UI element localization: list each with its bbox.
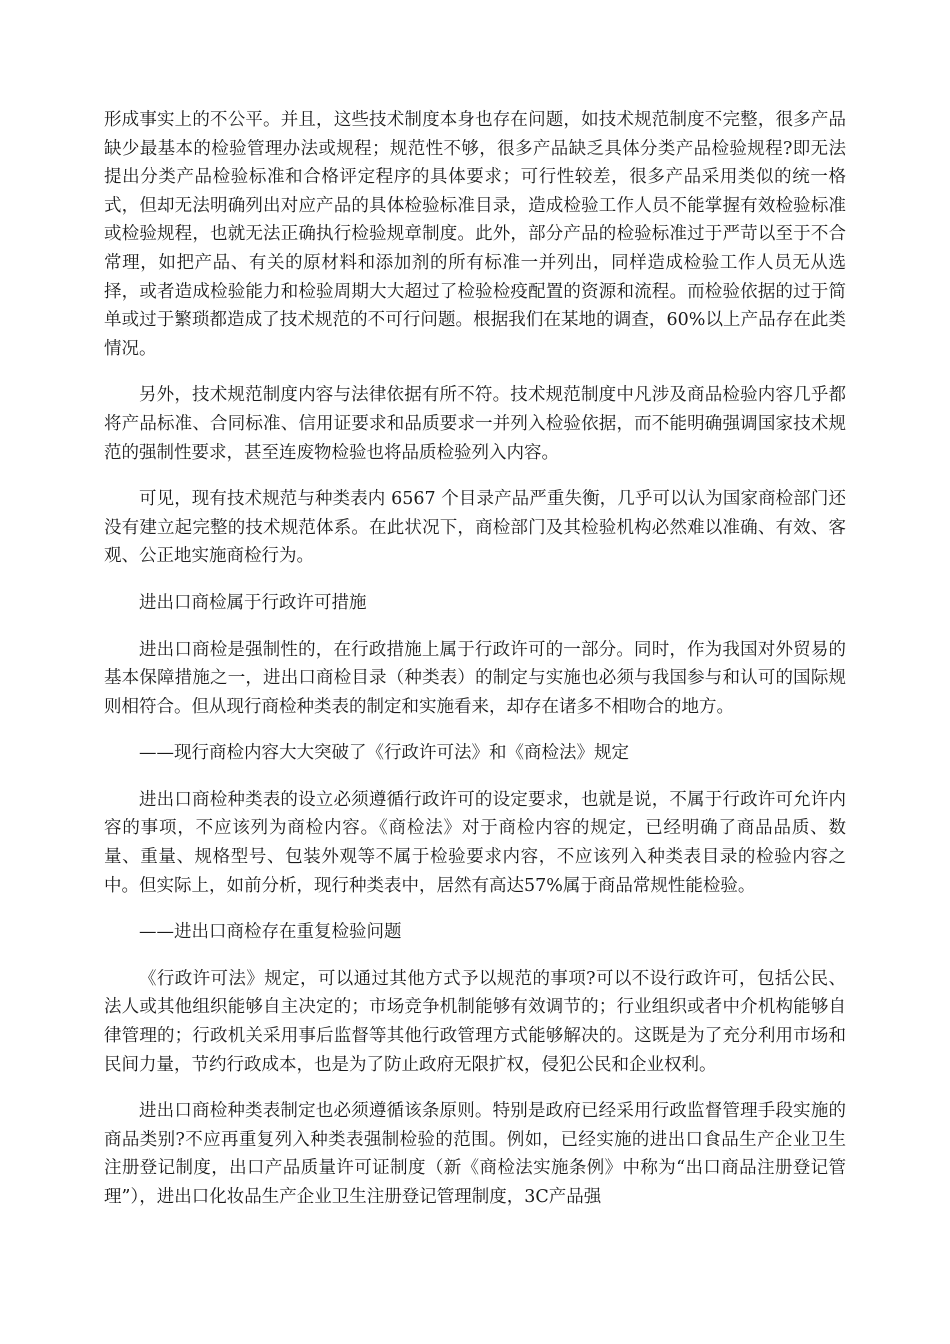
section-heading: 进出口商检属于行政许可措施 bbox=[139, 592, 367, 613]
paragraph: 另外，技术规范制度内容与法律依据有所不符。技术规范制度中凡涉及商品检验内容几乎都将产品标准、合同标准、信用证要求和品质要求一并列入检验依据，而不能明确强调国家技术规范的强制性要求，甚至连废物检验也将品质检验列入内容。 bbox=[104, 385, 846, 463]
paragraph: 进出口商检种类表的设立必须遵循行政许可的设定要求，也就是说，不属于行政许可允许内容的事项，不应该列为商检内容。《商检法》对于商检内容的规定，已经明确了商品品质、数量、重量、规格型号、包装外观等不属于检验要求内容，不应该列入种类表目录的检验内容之中。但实际上，如前分析，现行种类表中，居然有高达57%属于商品常规性能检验。 bbox=[104, 789, 846, 896]
paragraph: 《行政许可法》规定，可以通过其他方式予以规范的事项?可以不设行政许可，包括公民、法人或其他组织能够自主决定的；市场竞争机制能够有效调节的；行业组织或者中介机构能够自律管理的；行政机关采用事后监督等其他行政管理方式能够解决的。这既是为了充分利用市场和民间力量，节约行政成本，也是为了防止政府无限扩权，侵犯公民和企业权利。 bbox=[104, 968, 846, 1075]
document-page bbox=[104, 106, 846, 1230]
paragraph: 进出口商检种类表制定也必须遵循该条原则。特别是政府已经采用行政监督管理手段实施的商品类别?不应再重复列入种类表强制检验的范围。例如，已经实施的进出口食品生产企业卫生注册登记制度，出口产品质量许可证制度（新《商检法实施条例》中称为“出口商品注册登记管理”），进出口化妆品生产企业卫生注册登记管理制度，3C产品强 bbox=[104, 1101, 846, 1207]
paragraph-continuation: 形成事实上的不公平。并且，这些技术制度本身也存在问题，如技术规范制度不完整，很多产品缺少最基本的检验管理办法或规程；规范性不够，很多产品缺乏具体分类产品检验规程?即无法提出分类产品检验标准和合格评定程序的具体要求；可行性较差，很多产品采用类似的统一格式，但却无法明确列出对应产品的具体检验标准目录，造成检验工作人员不能掌握有效检验标准或检验规程，也就无法正确执行检验规章制度。此外，部分产品的检验标准过于严苛以至于不合常理，如把产品、有关的原材料和添加剂的所有标准一并列出，同样造成检验工作人员无从选择，或者造成检验能力和检验周期大大超过了检验检疫配置的资源和流程。而检验依据的过于简单或过于繁琐都造成了技术规范的不可行问题。根据我们在某地的调查，60%以上产品存在此类情况。 bbox=[104, 110, 846, 359]
paragraph: 进出口商检是强制性的，在行政措施上属于行政许可的一部分。同时，作为我国对外贸易的基本保障措施之一，进出口商检目录（种类表）的制定与实施也必须与我国参与和认可的国际规则相符合。但从现行商检种类表的制定和实施看来，却存在诸多不相吻合的地方。 bbox=[104, 639, 846, 717]
paragraph: 可见，现有技术规范与种类表内 6567 个目录产品严重失衡，几乎可以认为国家商检部门还没有建立起完整的技术规范体系。在此状况下，商检部门及其检验机构必然难以准确、有效、客观、公正地实施商检行为。 bbox=[104, 489, 846, 567]
section-heading: ——现行商检内容大大突破了《行政许可法》和《商检法》规定 bbox=[139, 743, 629, 764]
section-heading: ——进出口商检存在重复检验问题 bbox=[139, 922, 402, 943]
